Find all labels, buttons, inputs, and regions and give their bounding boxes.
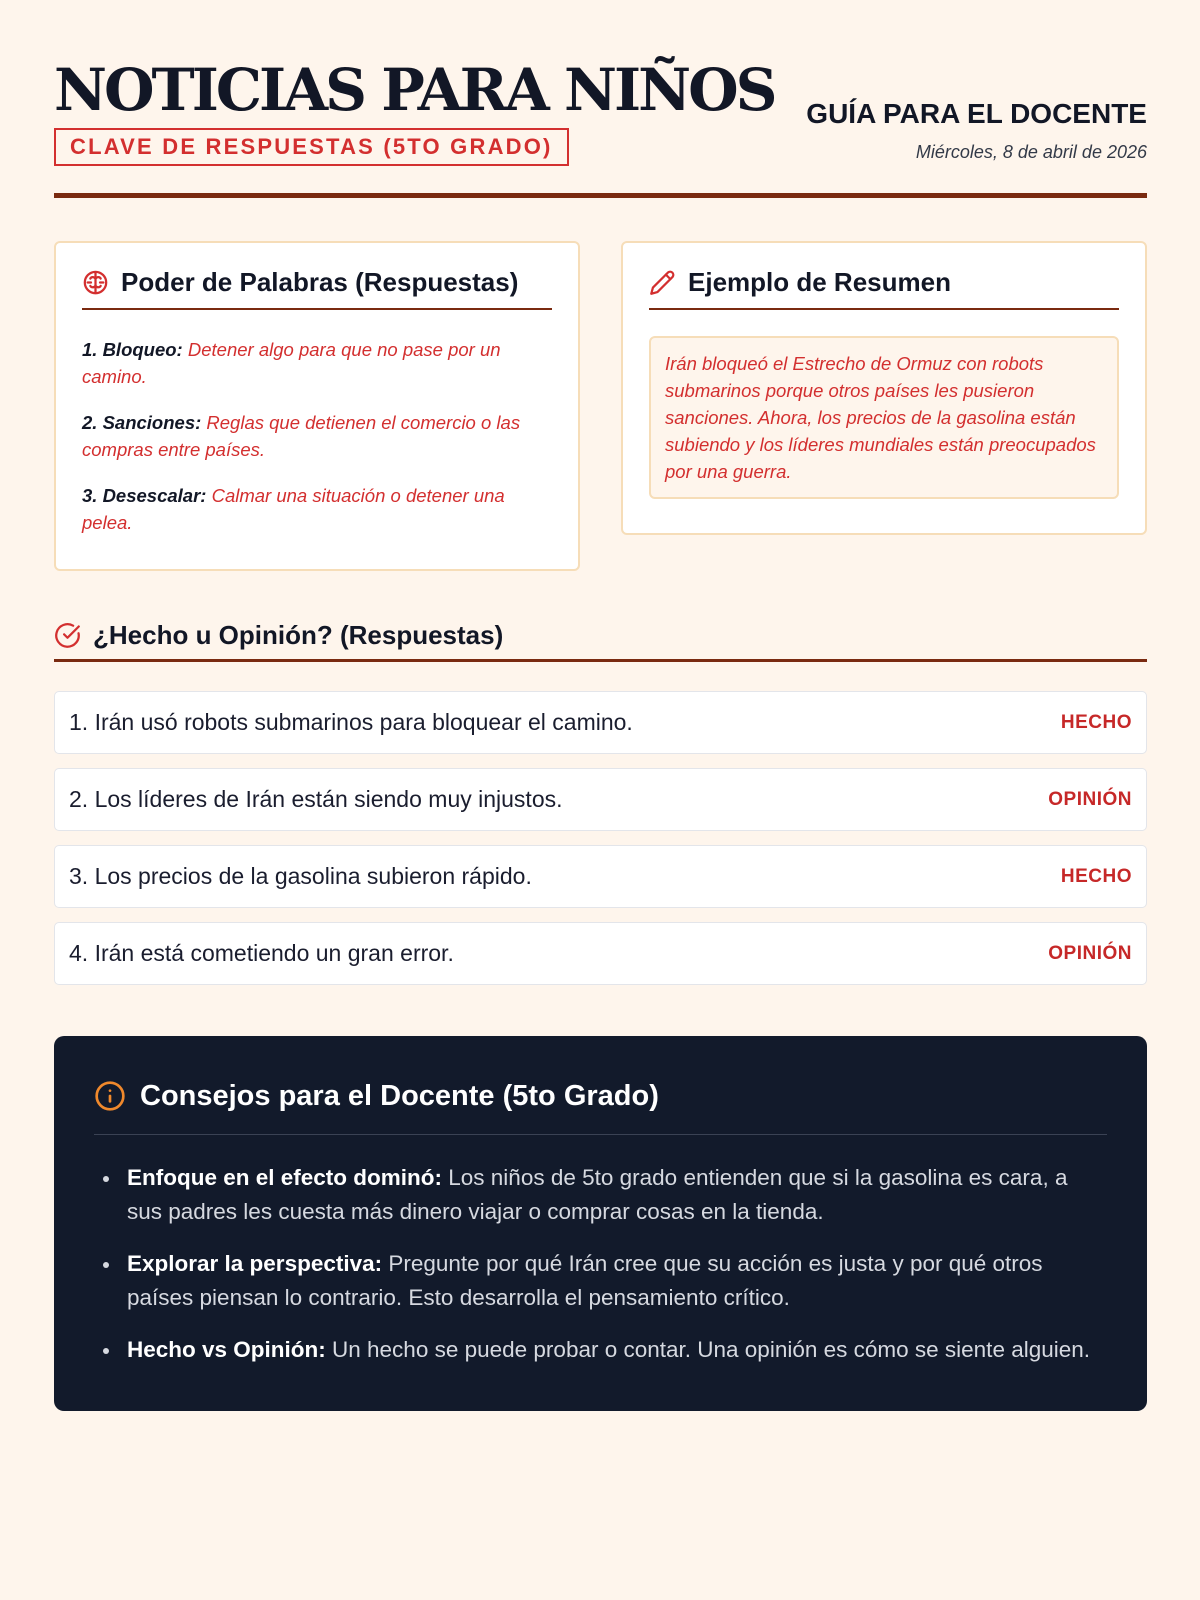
answer-label: OPINIÓN bbox=[1048, 788, 1132, 810]
info-icon bbox=[94, 1080, 126, 1112]
word-item bbox=[82, 482, 552, 536]
tip-item bbox=[94, 1333, 1107, 1367]
statement-text: 3. Los precios de la gasolina subieron rápido. bbox=[69, 863, 532, 889]
word-list bbox=[82, 336, 552, 536]
word-term: 1. Bloqueo: bbox=[82, 339, 183, 360]
statement-text: 1. Irán usó robots submarinos para bloquear el camino. bbox=[69, 709, 633, 735]
word-term: 3. Desescalar: bbox=[82, 485, 207, 506]
answer-label: HECHO bbox=[1060, 865, 1132, 887]
word-power-header bbox=[82, 267, 552, 310]
tip-item bbox=[94, 1247, 1107, 1314]
fact-opinion-title: ¿Hecho u Opinión? (Respuestas) bbox=[93, 620, 504, 650]
header bbox=[54, 0, 1147, 200]
check-circle-icon bbox=[54, 622, 81, 649]
tip-term: Enfoque en el efecto dominó: bbox=[127, 1165, 443, 1190]
fact-opinion-row bbox=[54, 922, 1147, 985]
fact-opinion-row bbox=[54, 691, 1147, 754]
brain-icon bbox=[82, 269, 109, 296]
answer-label: HECHO bbox=[1060, 711, 1132, 733]
word-definition: Calmar una situación o detener una pelea. bbox=[82, 485, 505, 533]
summary-card bbox=[621, 241, 1147, 535]
statement-text: 2. Los líderes de Irán están siendo muy injustos. bbox=[69, 786, 563, 812]
summary-text: Irán bloqueó el Estrecho de Ormuz con robots submarinos porque otros países les pusieron sanciones. Ahora, los precios de la gasolina están subiendo y los líderes mundiales están preocupados por una guerra. bbox=[649, 336, 1119, 499]
pencil-icon bbox=[649, 269, 676, 296]
summary-title: Ejemplo de Resumen bbox=[688, 267, 951, 297]
word-item bbox=[82, 336, 552, 390]
tip-text: Pregunte por qué Irán cree que su acción es justa y por qué otros países piensan lo contrario. Esto desarrolla el pensamiento crítico. bbox=[127, 1251, 1043, 1310]
word-definition: Reglas que detienen el comercio o las compras entre países. bbox=[82, 412, 521, 460]
word-item bbox=[82, 409, 552, 463]
tip-text: Un hecho se puede probar o contar. Una opinión es cómo se siente alguien. bbox=[325, 1337, 1091, 1362]
teacher-tips-panel bbox=[54, 1036, 1147, 1411]
word-definition: Detener algo para que no pase por un camino. bbox=[82, 339, 501, 387]
header-divider bbox=[54, 193, 1147, 198]
word-power-title: Poder de Palabras (Respuestas) bbox=[121, 267, 519, 297]
answer-key-page bbox=[54, 0, 1147, 1362]
fact-opinion-section bbox=[54, 612, 1147, 999]
fact-opinion-list bbox=[54, 691, 1147, 985]
tip-term: Explorar la perspectiva: bbox=[127, 1251, 383, 1276]
statement-text: 4. Irán está cometiendo un gran error. bbox=[69, 940, 454, 966]
word-power-card bbox=[54, 241, 580, 571]
tip-term: Hecho vs Opinión: bbox=[127, 1337, 326, 1362]
date-line: Miércoles, 8 de abril de 2026 bbox=[915, 142, 1147, 162]
answer-label: OPINIÓN bbox=[1048, 942, 1132, 964]
teacher-tips-list bbox=[94, 1161, 1107, 1367]
teacher-tips-header bbox=[94, 1036, 1107, 1135]
teacher-guide-title: GUÍA PARA EL DOCENTE bbox=[806, 98, 1147, 129]
summary-header bbox=[649, 267, 1119, 310]
masthead-title: NOTICIAS PARA NIÑOS bbox=[54, 56, 775, 124]
tip-text: Los niños de 5to grado entienden que si la gasolina es cara, a sus padres les cuesta más dinero viajar o comprar cosas en la tienda. bbox=[127, 1165, 1068, 1224]
fact-opinion-row bbox=[54, 768, 1147, 831]
answer-key-badge: CLAVE DE RESPUESTAS (5TO GRADO) bbox=[54, 128, 569, 166]
tip-item bbox=[94, 1161, 1107, 1228]
fact-opinion-header bbox=[54, 612, 1147, 662]
fact-opinion-row bbox=[54, 845, 1147, 908]
word-term: 2. Sanciones: bbox=[82, 412, 202, 433]
teacher-tips-title: Consejos para el Docente (5to Grado) bbox=[140, 1079, 659, 1112]
